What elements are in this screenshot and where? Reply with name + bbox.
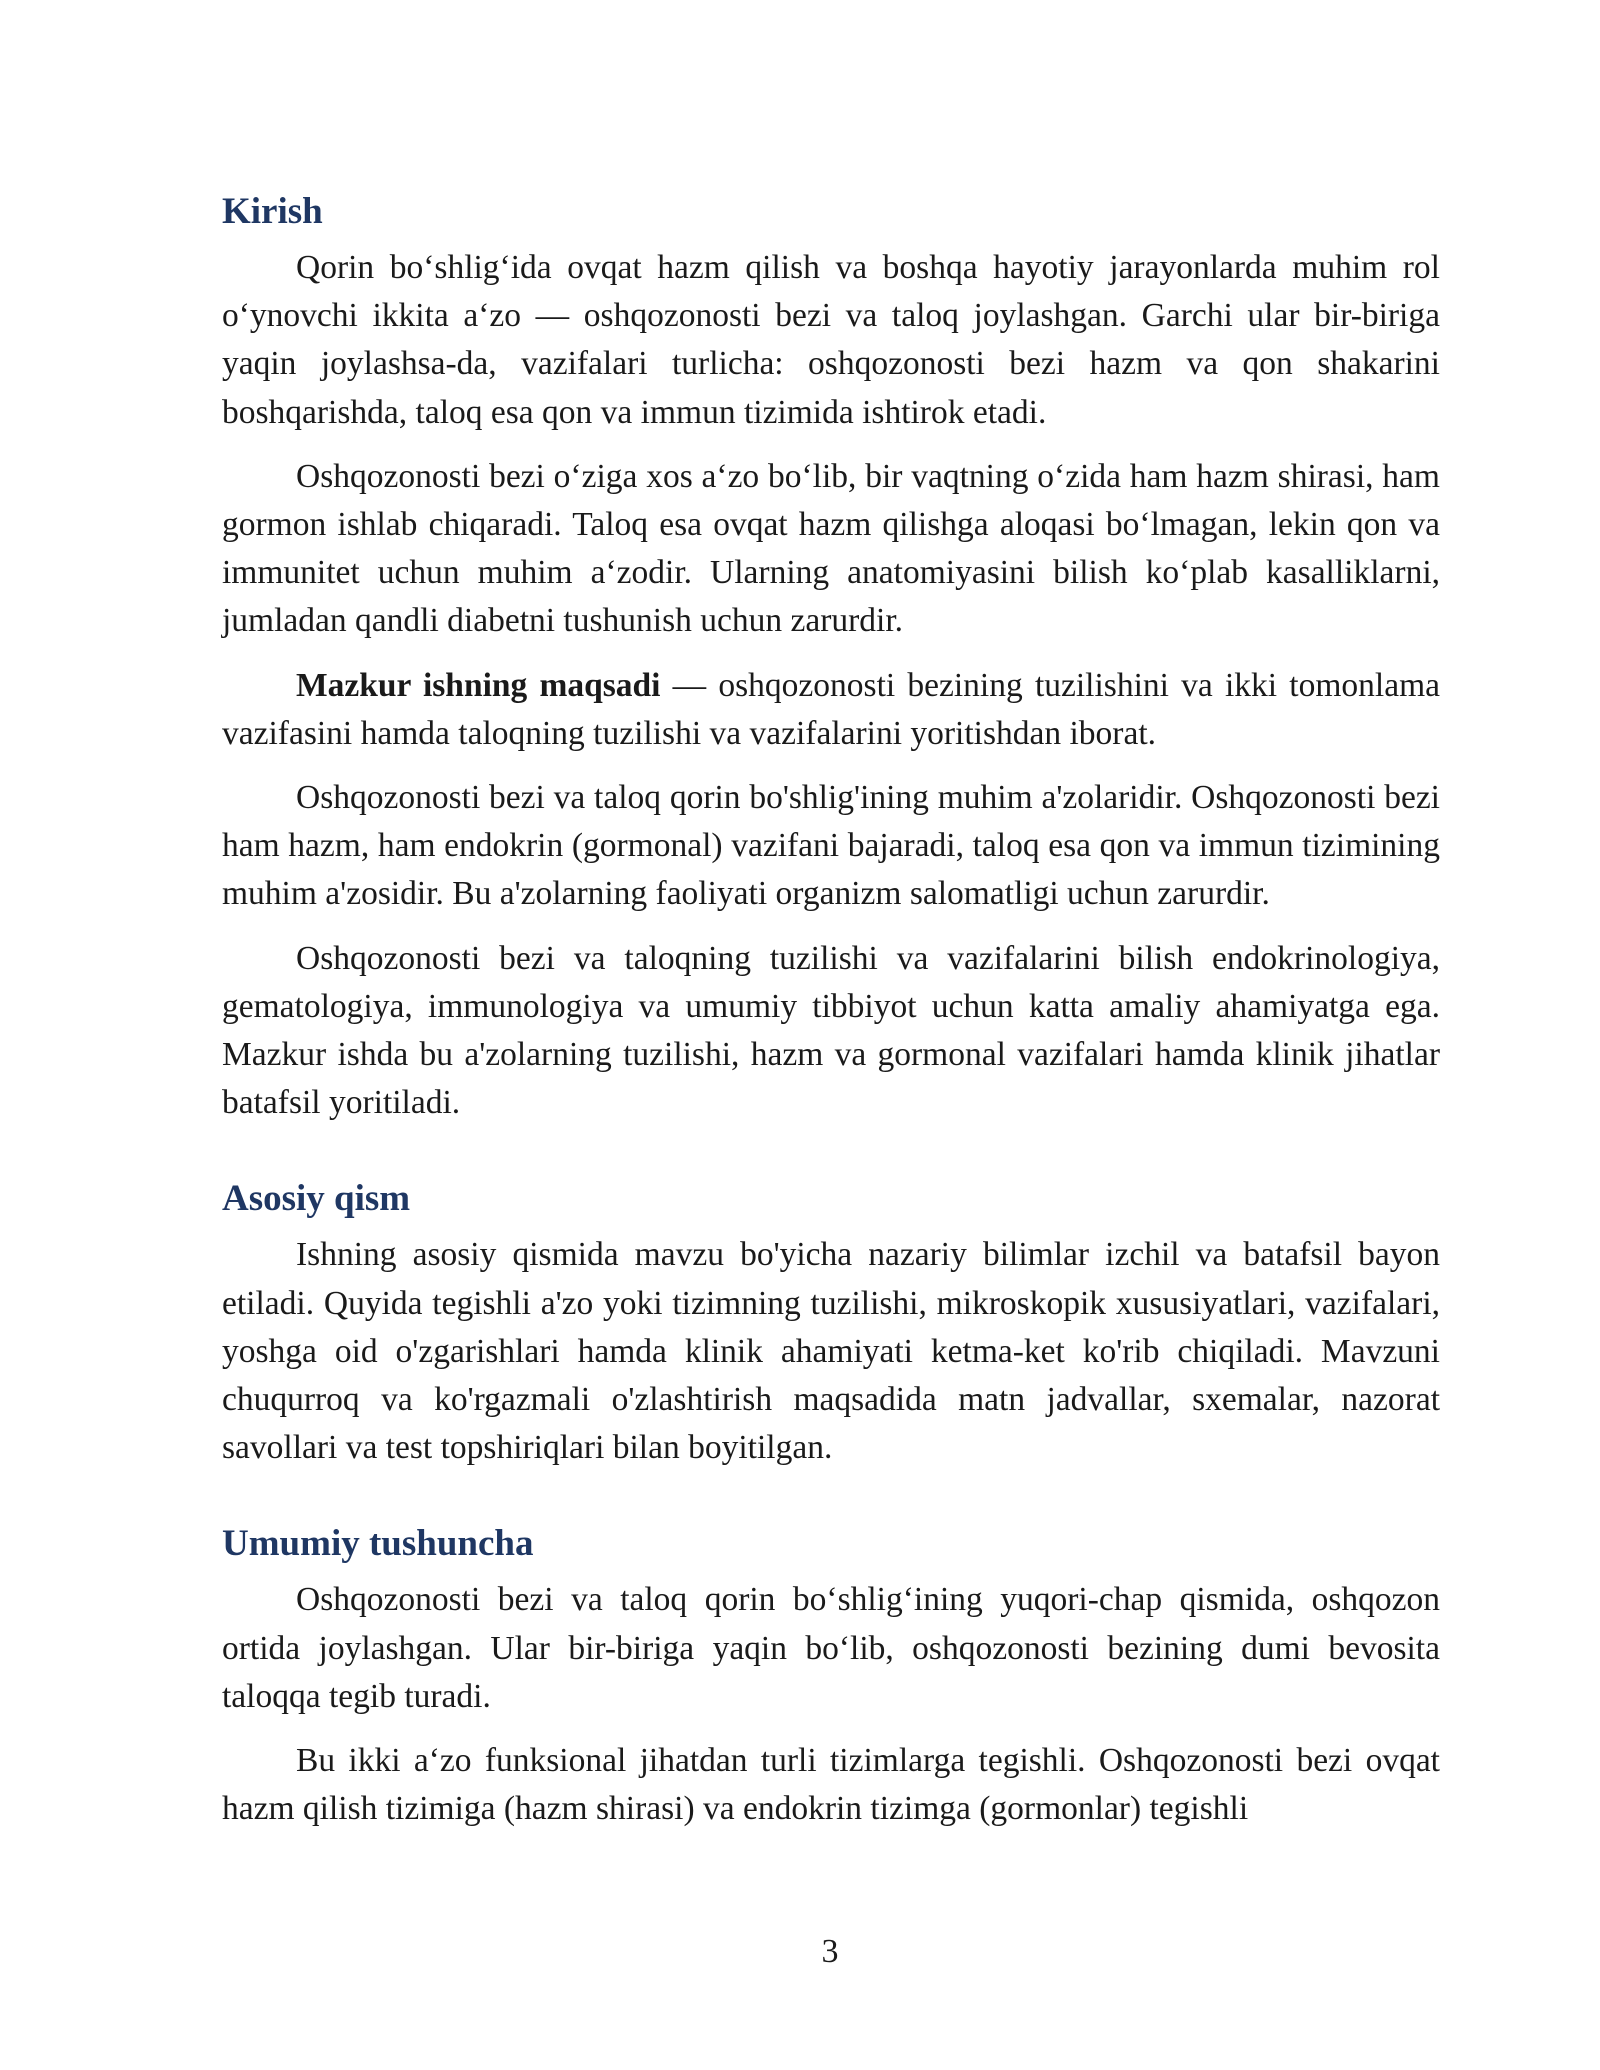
section-asosiy-qism [222, 1167, 1440, 1472]
paragraph: Bu ikki a‘zo funksional jihatdan turli tizimlarga tegishli. Oshqozonosti bezi ovqat hazm qilish tizimiga (hazm shirasi) va endokrin tizimga (gormonlar) tegishli [222, 1742, 1440, 1828]
paragraph: Qorin bo‘shlig‘ida ovqat hazm qilish va boshqa hayotiy jarayonlarda muhim rol o‘ynovchi ikkita a‘zo — oshqozonosti bezi va taloq joylashgan. Garchi ular bir-biriga yaqin joylashsa-da, vazifalari turlicha: oshqozonosti bezi hazm va qon shakarini boshqarishda, taloq esa qon va immun tizimida ishtirok etadi. [222, 249, 1440, 431]
aim-lead: Mazkur ishning maqsadi [296, 666, 661, 704]
section-heading: Asosiy qism [222, 1178, 411, 1220]
paragraph: Oshqozonosti bezi va taloqning tuzilishi va vazifalarini bilish endokrinologiya, gematologiya, immunologiya va umumiy tibbiyot uchun katta amaliy ahamiyatga ega. Mazkur ishda bu a'zolarning tuzilishi, hazm va gormonal vazifalari hamda klinik jihatlar batafsil yoritiladi. [222, 939, 1440, 1122]
section-heading: Kirish [222, 191, 323, 232]
paragraph: Ishning asosiy qismida mavzu bo'yicha nazariy bilimlar izchil va batafsil bayon etiladi. Quyida tegishli a'zo yoki tizimning tuzilishi, mikroskopik xususiyatlari, vazifalari, yoshga oid o'zgarishlari hamda klinik ahamiyati ketma-ket ko'rib chiqiladi. Mavzuni chuqurroq va ko'rgazmali o'zlashtirish maqsadida matn jadvallar, sxemalar, nazorat savollari va test topshiriqlari bilan boyitilgan. [222, 1236, 1440, 1467]
aim-rest: — oshqozonosti bezining tuzilishini va ikki tomonlama vazifasini hamda taloqning tuzilishi va vazifalarini yoritishdan iborat. [222, 666, 1440, 752]
paragraph: Oshqozonosti bezi va taloq qorin bo'shlig'ining muhim a'zolaridir. Oshqozonosti bezi ham hazm, ham endokrin (gormonal) vazifani bajaradi, taloq esa qon va immun tizimining muhim a'zosidir. Bu a'zolarning faoliyati organizm salomatligi uchun zarurdir. [222, 779, 1440, 913]
aim-paragraph [222, 662, 1440, 758]
paragraph: Oshqozonosti bezi va taloq qorin bo‘shlig‘ining yuqori-chap qismida, oshqozon ortida joylashgan. Ular bir-biriga yaqin bo‘lib, oshqozonosti bezining dumi bevosita taloqqa tegib turadi. [222, 1581, 1440, 1715]
page-number: 3 [821, 1933, 839, 1970]
section-umumiy-tushuncha [222, 1512, 1440, 1833]
section-kirish [222, 180, 1440, 1127]
document-page [222, 180, 1440, 1873]
section-heading: Umumiy tushuncha [222, 1523, 534, 1565]
paragraph: Oshqozonosti bezi o‘ziga xos a‘zo bo‘lib, bir vaqtning o‘zida ham hazm shirasi, ham gormon ishlab chiqaradi. Taloq esa ovqat hazm qilishga aloqasi bo‘lmagan, lekin qon va immunitet uchun muhim a‘zodir. Ularning anatomiyasini bilish ko‘plab kasalliklarni, jumladan qandli diabetni tushunish uchun zarurdir. [222, 457, 1440, 640]
